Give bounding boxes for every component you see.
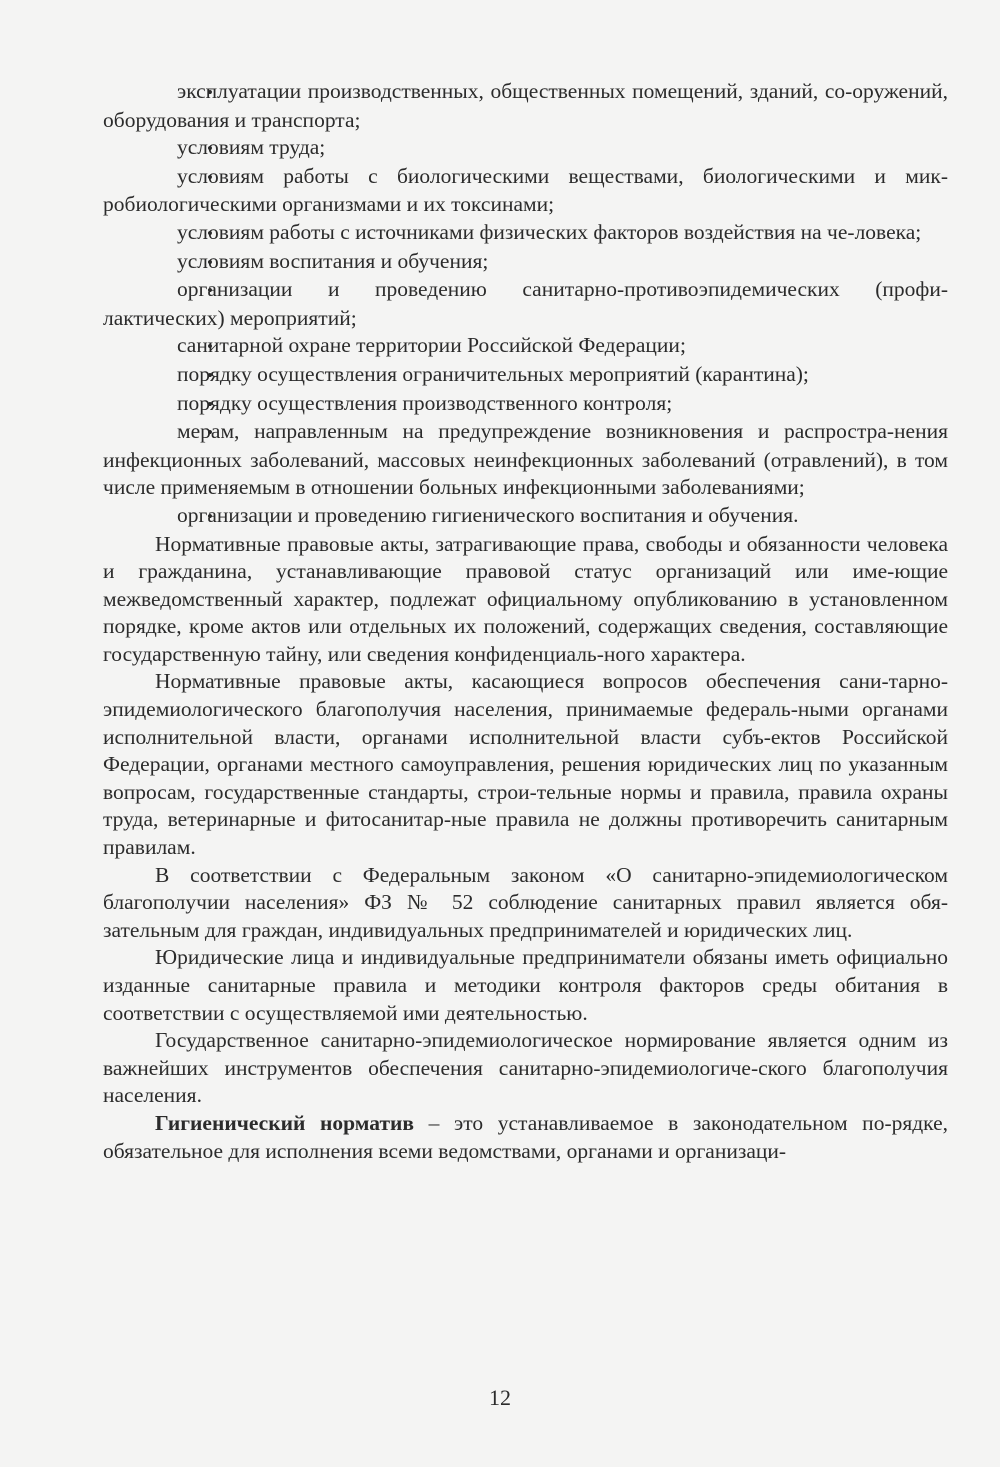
bullet-item: • условиям воспитания и обучения; — [103, 248, 948, 277]
paragraph: Юридические лица и индивидуальные предприниматели обязаны иметь официально изданные санитарные правила и методики контроля факторов среды обитания в соответствии с осуществляемой ими деятельностью. — [103, 945, 948, 1025]
paragraph: Нормативные правовые акты, затрагивающие права, свободы и обязанности человека и гражданина, устанавливающие правовой статус организаций или име-ющие межведомственный характер, подлежат официальному опубликованию в установленном порядке, кроме актов или отдельных их положений, содержащих сведения, составляющие государственную тайну, или сведения конфиденциаль-ного характера. — [103, 531, 948, 666]
definition-paragraph — [103, 1110, 948, 1165]
page-number: 12 — [489, 1385, 511, 1410]
bullet-item: • условиям работы с источниками физических факторов воздействия на че-ловека; — [103, 219, 948, 248]
bullet-item: • организации и проведению санитарно-противоэпидемических (профи-лактических) мероприятий; — [103, 276, 948, 332]
bullet-item: • эксплуатации производственных, общественных помещений, зданий, со-оружений, оборудования и транспорта; — [103, 78, 948, 134]
bullet-item: • организации и проведению гигиенического воспитания и обучения. — [103, 502, 948, 531]
bullet-item: • порядку осуществления производственного контроля; — [103, 390, 948, 419]
bullet-item: • мерам, направленным на предупреждение возникновения и распростра-нения инфекционных заболеваний, массовых неинфекционных заболеваний (отравлений), в том числе применяемым в отношении больных инфекционными заболеваниями; — [103, 418, 948, 502]
bullet-item: • порядку осуществления ограничительных мероприятий (карантина); — [103, 361, 948, 390]
paragraph: Государственное санитарно-эпидемиологическое нормирование является одним из важнейших инструментов обеспечения санитарно-эпидемиологиче-ского благополучия населения. — [103, 1028, 948, 1108]
paragraph: Нормативные правовые акты, касающиеся вопросов обеспечения сани-тарно-эпидемиологического благополучия населения, принимаемые федераль-ными органами исполнительной власти, органами исполнительной власти субъ-ектов Российской Федерации, органами местного самоуправления, решения юридических лиц по указанным вопросам, государственные стандарты, строи-тельные нормы и правила, правила охраны труда, ветеринарные и фитосанитар-ные правила не должны противоречить санитарным правилам. — [103, 669, 948, 860]
definition-text: – это устанавливаемое в законодательном по-рядке, обязательное для исполнения всеми ведомствами, органами и организаци- — [103, 1110, 949, 1163]
bullet-item: • условиям работы с биологическими веществами, биологическими и мик-робиологическими организмами и их токсинами; — [103, 163, 948, 219]
defined-term: Гигиенический норматив — [155, 1110, 415, 1135]
bullet-item: • условиям труда; — [103, 134, 948, 163]
page-text — [103, 78, 948, 1165]
bullet-item: • санитарной охране территории Российской Федерации; — [103, 332, 948, 361]
paragraph: В соответствии с Федеральным законом «О санитарно-эпидемиологическом благополучии населения» ФЗ № 52 соблюдение санитарных правил является обя-зательным для граждан, индивидуальных предпринимателей и юридических лиц. — [103, 862, 948, 942]
